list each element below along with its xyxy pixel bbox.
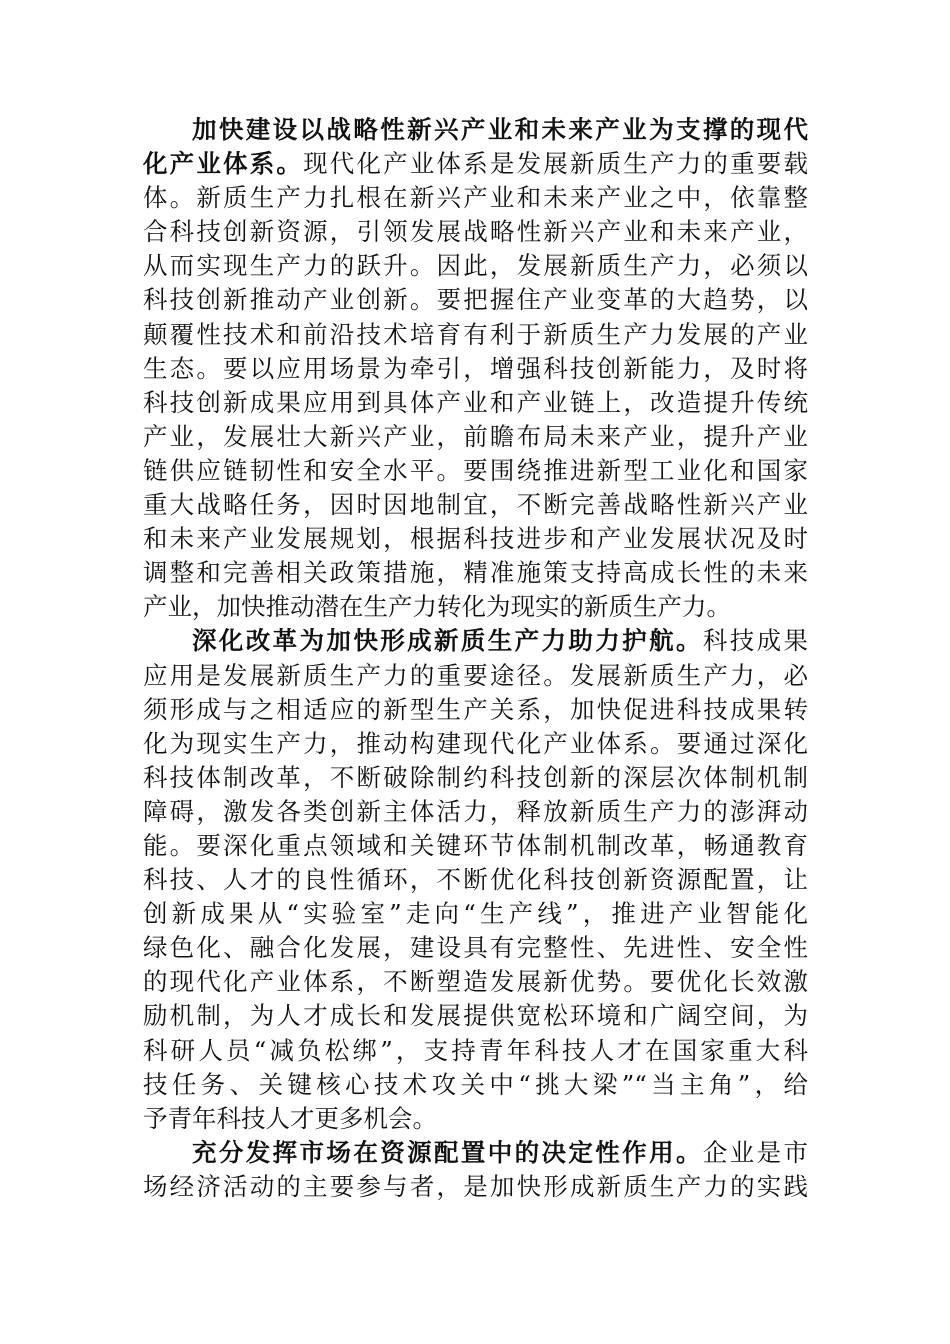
paragraph-lead: 深化改革为加快形成新质生产力助力护航。 (192, 626, 703, 656)
text-line (143, 249, 808, 283)
text-line (143, 147, 808, 181)
text-line (143, 1170, 808, 1204)
paragraph-industrial-system (143, 113, 808, 624)
text-line (143, 693, 808, 727)
line-text: 合科技创新资源，引领发展战略性新兴产业和未来产业， (143, 217, 808, 247)
line-text: 科技体制改革，不断破除制约科技创新的深层次体制机制 (143, 762, 808, 792)
text-line (143, 488, 808, 522)
line-text: 从而实现生产力的跃升。因此，发展新质生产力，必须以 (143, 251, 808, 281)
line-text: 障碍，激发各类创新主体活力，释放新质生产力的澎湃动 (143, 796, 808, 826)
text-line (143, 829, 808, 863)
text-line (143, 522, 808, 556)
line-text: 科技成果 (702, 626, 808, 656)
text-line (143, 590, 808, 624)
line-text: 生态。要以应用场景为牵引，增强科技创新能力，及时将 (143, 353, 808, 383)
line-text: 产业，发展壮大新兴产业，前瞻布局未来产业，提升产业 (143, 421, 808, 451)
line-text: 企业是市 (702, 1137, 808, 1167)
line-text: 和未来产业发展规划，根据科技进步和产业发展状况及时 (143, 524, 808, 554)
line-text: 调整和完善相关政策措施，精准施策支持高成长性的未来 (143, 558, 808, 588)
text-line (143, 420, 808, 454)
line-text: 重大战略任务，因时因地制宜，不断完善战略性新兴产业 (143, 490, 808, 520)
text-line (143, 761, 808, 795)
paragraph-lead: 加快建设以战略性新兴产业和未来产业为支撑的现代 (192, 115, 808, 144)
text-line (143, 965, 808, 999)
text-line (143, 283, 808, 317)
line-text: 须形成与之相适应的新型生产关系，加快促进科技成果转 (143, 694, 808, 724)
text-line (143, 795, 808, 829)
text-line (143, 1102, 808, 1136)
text-line (143, 999, 808, 1033)
line-text: 能。要深化重点领域和关键环节体制机制改革，畅通教育 (143, 830, 808, 860)
line-text: 励机制，为人才成长和发展提供宽松环境和广阔空间，为 (143, 1001, 808, 1031)
text-line (143, 1034, 808, 1068)
line-text: 场经济活动的主要参与者，是加快形成新质生产力的实践 (143, 1171, 808, 1201)
line-text: 技任务、关键核心技术攻关中“挑大梁”“当主角”，给 (143, 1069, 808, 1099)
line-text: 化为现实生产力，推动构建现代化产业体系。要通过深化 (143, 728, 808, 758)
line-text: 予青年科技人才更多机会。 (143, 1103, 437, 1133)
text-line (143, 624, 808, 658)
text-line (143, 931, 808, 965)
paragraph-market-role (143, 1136, 808, 1204)
text-line (143, 863, 808, 897)
text-line (143, 181, 808, 215)
paragraph-lead: 充分发挥市场在资源配置中的决定性作用。 (192, 1137, 703, 1167)
paragraph-deepen-reform (143, 624, 808, 1135)
text-line (143, 659, 808, 693)
text-line (143, 556, 808, 590)
text-line (143, 318, 808, 352)
line-text: 应用是发展新质生产力的重要途径。发展新质生产力，必 (143, 660, 808, 690)
line-text: 科研人员“减负松绑”，支持青年科技人才在国家重大科 (143, 1035, 808, 1065)
text-line (143, 113, 808, 147)
line-text: 现代化产业体系是发展新质生产力的重要载 (303, 149, 808, 179)
text-line (143, 215, 808, 249)
line-text: 绿色化、融合化发展，建设具有完整性、先进性、安全性 (143, 933, 808, 963)
line-text: 创新成果从“实验室”走向“生产线”，推进产业智能化 (143, 899, 808, 929)
line-text: 科技创新推动产业创新。要把握住产业变革的大趋势，以 (143, 285, 808, 315)
line-text: 产业，加快推动潜在生产力转化为现实的新质生产力。 (143, 592, 731, 622)
text-line (143, 1068, 808, 1102)
text-line (143, 352, 808, 386)
text-line (143, 386, 808, 420)
article-body (143, 113, 808, 1204)
line-text: 科技创新成果应用到具体产业和产业链上，改造提升传统 (143, 387, 808, 417)
line-text: 科技、人才的良性循环，不断优化科技创新资源配置，让 (143, 865, 808, 895)
line-text: 的现代化产业体系，不断塑造发展新优势。要优化长效激 (143, 967, 808, 997)
line-text: 链供应链韧性和安全水平。要围绕推进新型工业化和国家 (143, 455, 808, 485)
text-line (143, 727, 808, 761)
paragraph-lead: 化产业体系。 (143, 149, 304, 179)
line-text: 体。新质生产力扎根在新兴产业和未来产业之中，依靠整 (143, 183, 808, 213)
line-text: 颠覆性技术和前沿技术培育有利于新质生产力发展的产业 (143, 319, 808, 349)
text-line (143, 1136, 808, 1170)
text-line (143, 897, 808, 931)
text-line (143, 454, 808, 488)
